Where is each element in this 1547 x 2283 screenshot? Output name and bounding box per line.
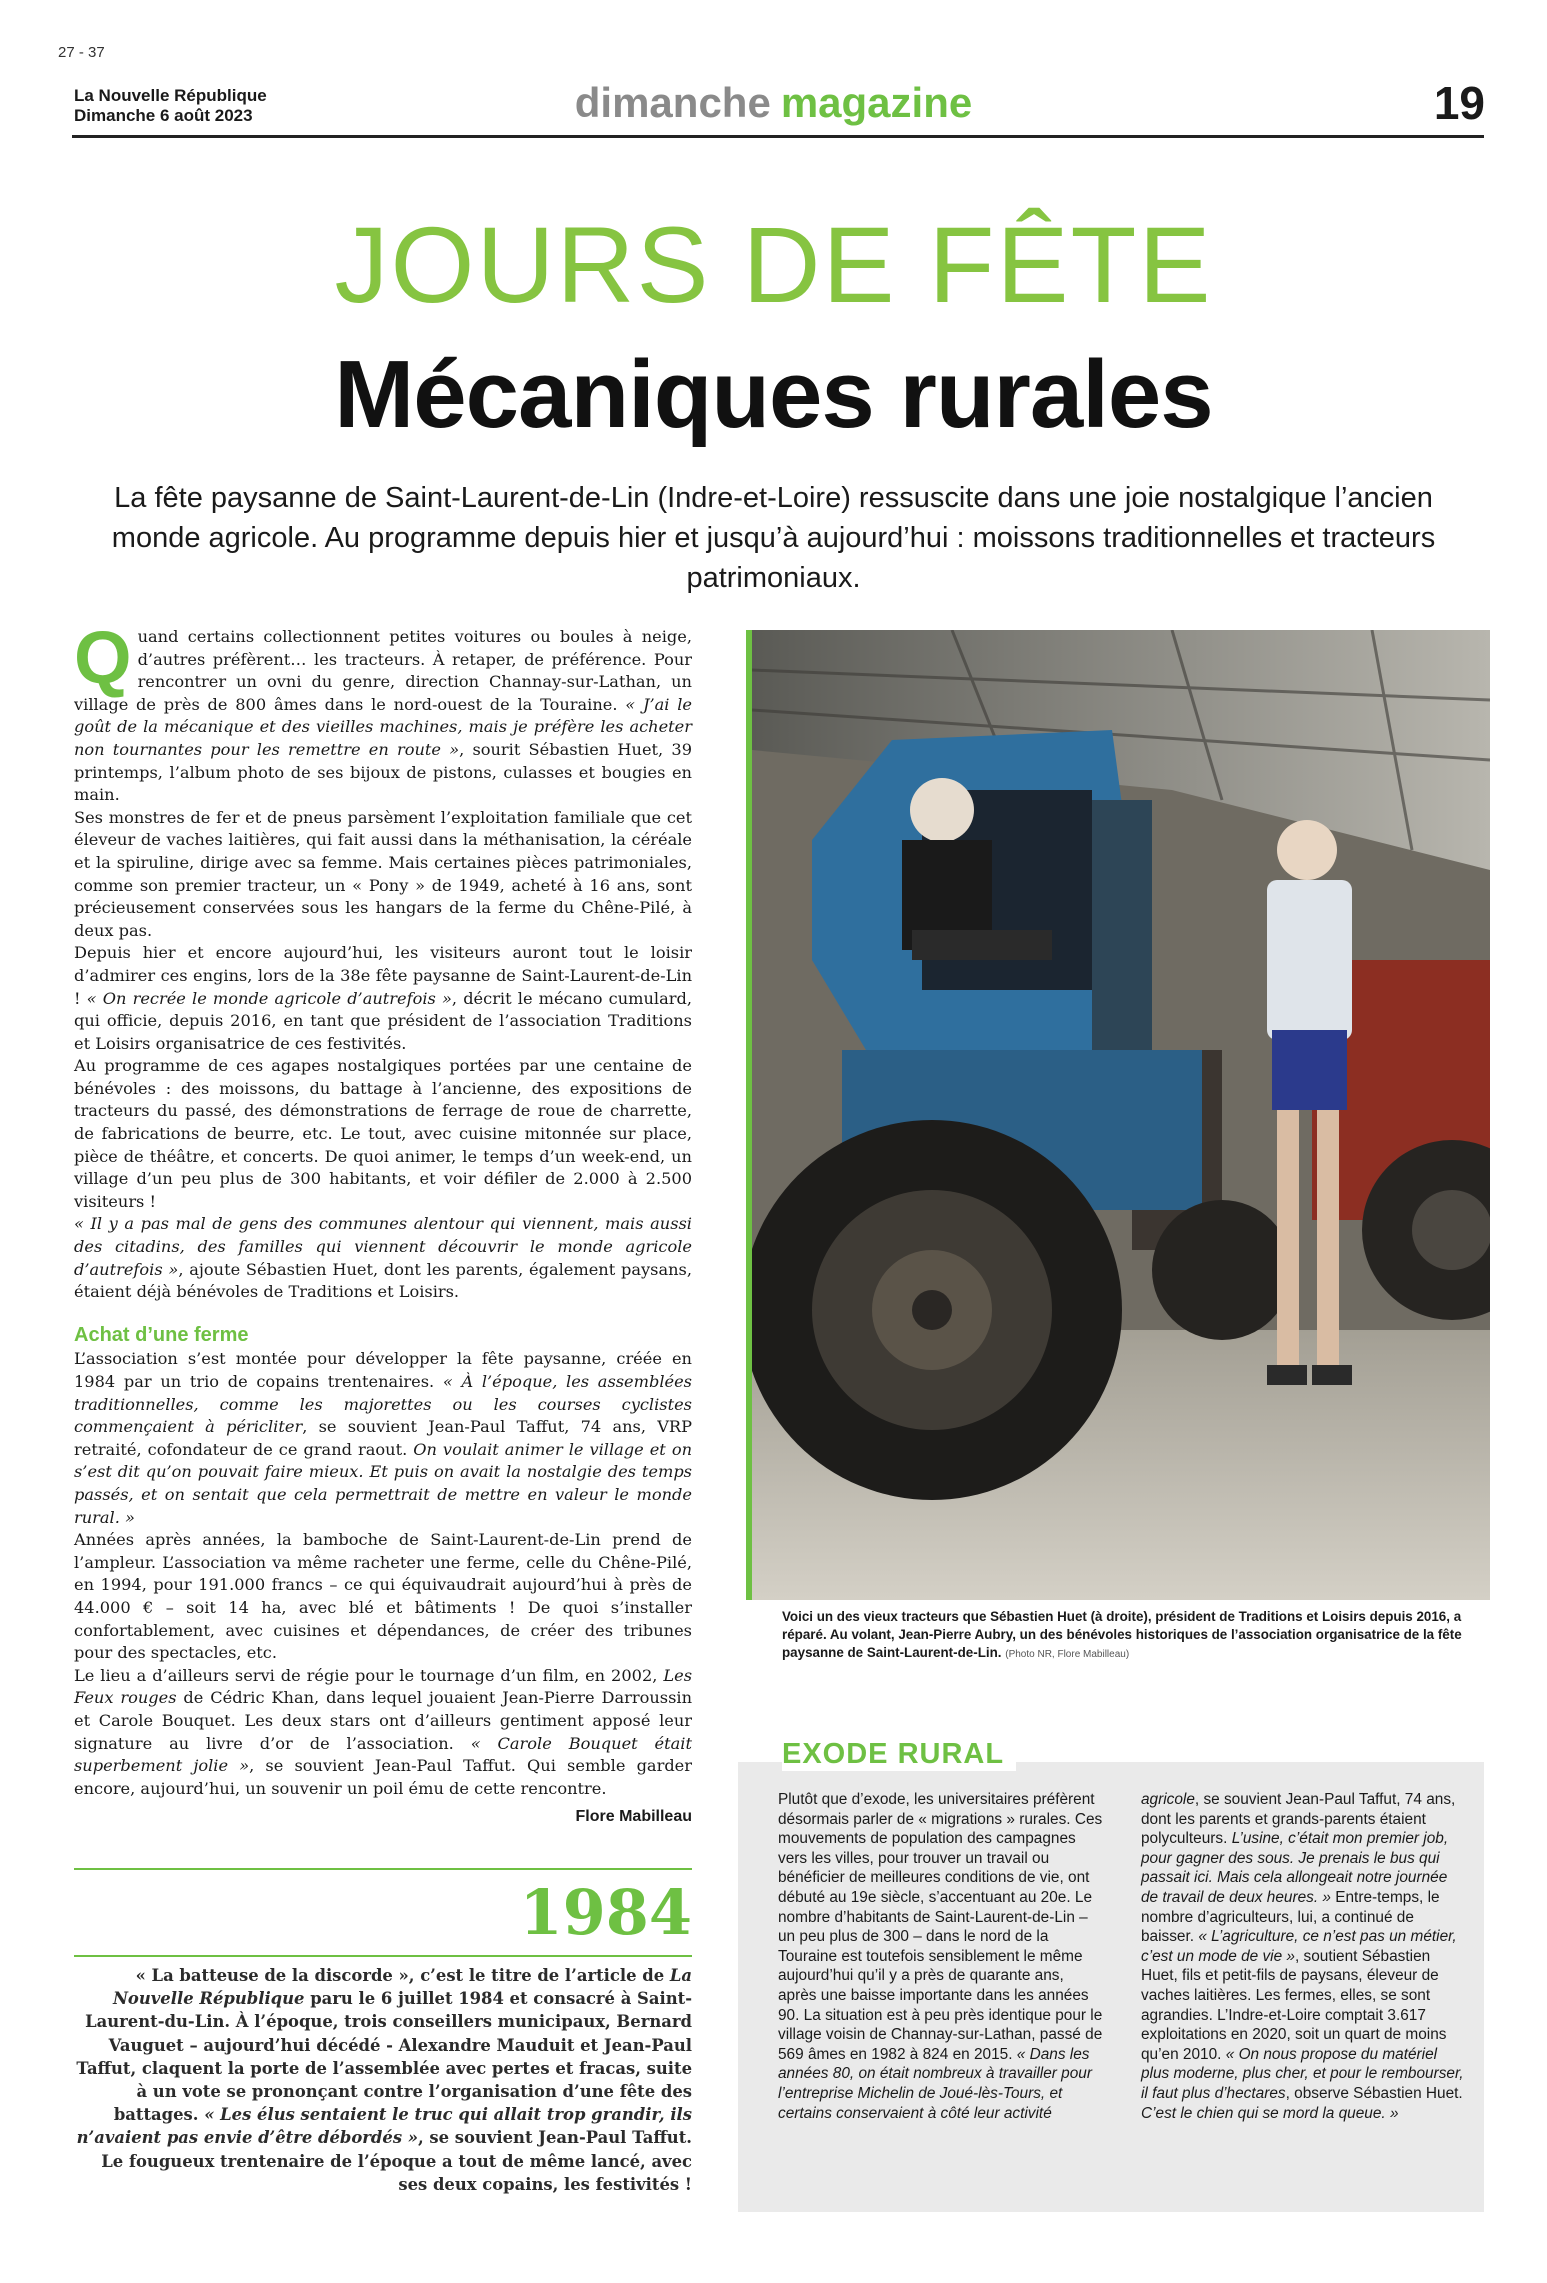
article-body	[74, 616, 692, 1829]
text-span: Entre-temps, le nombre d’agriculteurs, lui, a continué de baisser.	[1141, 1888, 1440, 1946]
quote: « On recrée le monde agricole d’autrefois »	[86, 988, 452, 1008]
paragraph-1	[74, 616, 692, 807]
paragraph-5	[74, 1213, 692, 1303]
text-span: , sourit Sébastien Huet, 39 printemps, l’album photo de ses bijoux de pistons, culasses et bougies en main.	[74, 739, 692, 805]
exode-rural-title: EXODE RURAL	[782, 1738, 1016, 1771]
exode-text	[778, 1790, 1468, 2123]
paragraph-4: Au programme de ces agapes nostalgiques portées par une centaine de bénévoles : des moissons, du battage à l’ancienne, des expositions de tracteurs du passé, des démonstrations de ferrage de roue de charrette, de fabrications de beurre, etc. Le tout, avec cuisine mitonnée sur place, pièce de théâtre, et concerts. De quoi animer, le temps d’un week-end, un village d’un peu plus de 300 habitants, et voir défiler de 2.000 à 2.500 visiteurs !	[74, 1056, 692, 1211]
article-byline: Flore Mabilleau	[575, 1808, 692, 1826]
section-word-magazine: magazine	[780, 79, 973, 126]
article-subhead: Achat d’une ferme	[74, 1323, 249, 1346]
text-span: , soutient Sébastien Huet, fils et petit-fils de paysans, éleveur de vaches laitières. Les fermes, elles, se sont agrandies. L’Indre-et-Loire comptait 3.617 exploitations en 2020, soit un quart de moins qu’en 2010.	[1141, 1947, 1447, 2063]
paragraph-7: Années après années, la bamboche de Saint-Laurent-de-Lin prend de l’ampleur. L’association va même racheter une ferme, celle du Chêne-Pilé, en 1994, pour 191.000 francs – ce qui équivaudrait aujourd’hui à près de 44.000 € – soit 14 ha, avec blé et bâtiments ! De quoi s’installer confortablement, avec cuisines et dépendances, de créer des tribunes pour des spectacles, etc.	[74, 1530, 692, 1663]
publication-ref: La Nouvelle République	[112, 1966, 692, 2009]
quote: On voulait animer le village et on s’est dit qu’on pouvait faire mieux. Et puis on avait la nostalgie des temps passés, et on sentait que cela permettrait de mettre en valeur le monde rural. »	[74, 1439, 692, 1527]
quote: « Les élus sentaient le truc qui allait trop grandir, ils n’avaient pas envie d’être débordés »	[76, 2105, 692, 2148]
text-span: , ajoute Sébastien Huet, dont les parents, également paysans, étaient déjà bénévoles de Traditions et Loisirs.	[74, 1259, 692, 1302]
quote: « Il y a pas mal de gens des communes alentour qui viennent, mais aussi des citadins, des familles qui viennent découvrir le monde agricole d’autrefois »	[74, 1214, 692, 1279]
text-span: « La batteuse de la discorde », c’est le titre de l’article de	[135, 1966, 670, 1985]
text-span: , se souvient Jean-Paul Taffut. Le fougueux trentenaire de l’époque a tout de même lancé, avec ses deux copains, les festivités !	[101, 2128, 692, 2194]
header-divider	[72, 135, 1484, 138]
text-span: Plutôt que d’exode, les universitaires préfèrent désormais parler de « migrations » rurales. Ces mouvements de population des campagnes vers les villes, pour trouver un travail ou bénéficier de meilleures conditions de vie, ont débuté au 19e siècle, s’accentuant au 20e. Le nombre d’habitants de Saint-Laurent-de-Lin – un peu plus de 300 – dans le nord de la Touraine est toutefois sensiblement le même aujourd’hui qu’il y a près de quarante ans, après une baisse importante dans les années 90. La situation est à peu près identique pour le village voisin de Channay-sur-Lathan, passé de 569 âmes en 1982 à 824 en 2015.	[778, 1791, 1103, 2063]
box-1984-body	[74, 1964, 692, 2196]
box-1984-bottom-rule	[74, 1955, 692, 1957]
tractor-photo	[746, 630, 1490, 1600]
box-1984-top-rule	[74, 1868, 692, 1870]
paragraph-6	[74, 1348, 692, 1529]
article-headline: Mécaniques rurales	[334, 341, 1213, 448]
text-span: , se souvient Jean-Paul Taffut. Qui semble garder encore, aujourd’hui, un souvenir un poil ému de cette rencontre.	[74, 1756, 692, 1798]
text-span: uand certains collectionnent petites voitures ou boules à neige, d’autres préfèrent… les tracteurs. À retaper, de préférence. Pour rencontrer un ovni du genre, direction Channay-sur-Lathan, un village de près de 800 âmes dans le nord-ouest de la Touraine.	[74, 627, 692, 714]
page-number: 19	[1433, 77, 1485, 129]
text-span: , se souvient Jean-Paul Taffut, 74 ans, dont les parents et grands-parents étaient polyculteurs.	[1141, 1791, 1456, 1848]
quote: « J’ai le goût de la mécanique et des vieilles machines, mais je préfère les acheter non tournantes pour les remettre en route »	[74, 694, 692, 759]
text-span: , observe Sébastien Huet.	[1285, 2084, 1463, 2102]
text-span: Le lieu a d’ailleurs servi de régie pour le tournage d’un film, en 2002,	[74, 1665, 664, 1685]
publication-date: Dimanche 6 août 2023	[74, 106, 253, 125]
text-span: paru le 6 juillet 1984 et consacré à Saint-Laurent-du-Lin. À l’époque, trois conseillers municipaux, Bernard Vauguet – aujourd’hui décédé - Alexandre Mauduit et Jean-Paul Taffut, claquent la porte de l’assemblée avec pertes et fracas, suite à un vote se prononçant contre l’organisation d’une fête des battages.	[76, 1989, 692, 2125]
quote: « L’agriculture, ce n’est pas un métier, c’est un mode de vie »	[1141, 1928, 1457, 1965]
quote: « Carole Bouquet était superbement jolie »	[74, 1733, 692, 1776]
exode-rural-body	[778, 1790, 1468, 2123]
article-standfirst: La fête paysanne de Saint-Laurent-de-Lin (Indre-et-Loire) ressuscite dans une joie nostalgique l’ancien monde agricole. Au programme depuis hier et jusqu’à aujourd’hui : moissons traditionnelles et tracteurs patrimoniaux.	[111, 482, 1436, 594]
quote: « Dans les années 80, on était nombreux à travailler pour l’entreprise Michelin de Joué-lès-Tours, et certains conservaient à côté leur activité agricole	[778, 1791, 1195, 2122]
paragraph-2: Ses monstres de fer et de pneus parsèment l’exploitation familiale que cet éleveur de vaches laitières, qui fait aussi dans la méthanisation, la céréale et la spiruline, dirige avec sa femme. Mais certaines pièces patrimoniales, comme son premier tracteur, un « Pony » de 1949, acheté à 16 ans, sont précieusement conservées sous les hangars de la ferme du Chêne-Pilé, à deux pas.	[74, 807, 692, 940]
text-span: Depuis hier et encore aujourd’hui, les visiteurs auront tout le loisir d’admirer ces engins, lors de la 38e fête paysanne de Saint-Laurent-de-Lin !	[74, 943, 692, 1008]
quote: « À l’époque, les assemblées traditionnelles, comme les majorettes ou les courses cyclistes commençaient à péricliter	[74, 1372, 692, 1437]
paragraph-8	[74, 1665, 692, 1801]
paragraph-3	[74, 942, 692, 1055]
text-span: , se souvient Jean-Paul Taffut, 74 ans, VRP retraité, cofondateur de ce grand raout.	[74, 1417, 692, 1459]
article-kicker: JOURS DE FÊTE	[334, 204, 1213, 325]
quote: C’est le chien qui se mord la queue. »	[1141, 2104, 1399, 2122]
text-span: L’association s’est montée pour développer la fête paysanne, créée en 1984 par un trio de copains trentenaires.	[74, 1349, 692, 1391]
film-title: Les Feux rouges	[74, 1665, 692, 1708]
photo-credit: (Photo NR, Flore Mabilleau)	[1005, 1649, 1130, 1660]
section-word-dimanche: dimanche	[574, 79, 771, 126]
quote: L’usine, c’était mon premier job, pour gagner des sous. Je prenais le bus qui passait ici. Mais cela allongeait notre journée de travail de deux heures. »	[1141, 1830, 1449, 1906]
text-span: de Cédric Khan, dans lequel jouaient Jean-Pierre Darroussin et Carole Bouquet. Les deux stars ont d’ailleurs gentiment apposé leur signature au livre d’or de l’association.	[74, 1688, 692, 1753]
page-reference: 27 - 37	[58, 44, 105, 61]
tractor-photo-illustration	[752, 630, 1490, 1600]
section-title	[0, 78, 1547, 128]
publication-name: La Nouvelle République	[74, 86, 267, 105]
box-1984-year: 1984	[519, 1876, 692, 1949]
drop-cap: Q	[74, 616, 132, 699]
photo-caption	[782, 1608, 1484, 1664]
caption-text: Voici un des vieux tracteurs que Sébastien Huet (à droite), président de Traditions et Loisirs depuis 2016, a réparé. Au volant, Jean-Pierre Aubry, un des bénévoles historiques de l’association organisatrice de la fête paysanne de Saint-Laurent-de-Lin.	[782, 1609, 1462, 1660]
quote: « On nous propose du matériel plus moderne, plus cher, et pour le rembourser, il faut plus d’hectares	[1141, 2045, 1464, 2102]
text-span: , décrit le mécano cumulard, qui officie, depuis 2016, en tant que président de l’association Traditions et Loisirs organisatrice de ces festivités.	[74, 988, 692, 1053]
